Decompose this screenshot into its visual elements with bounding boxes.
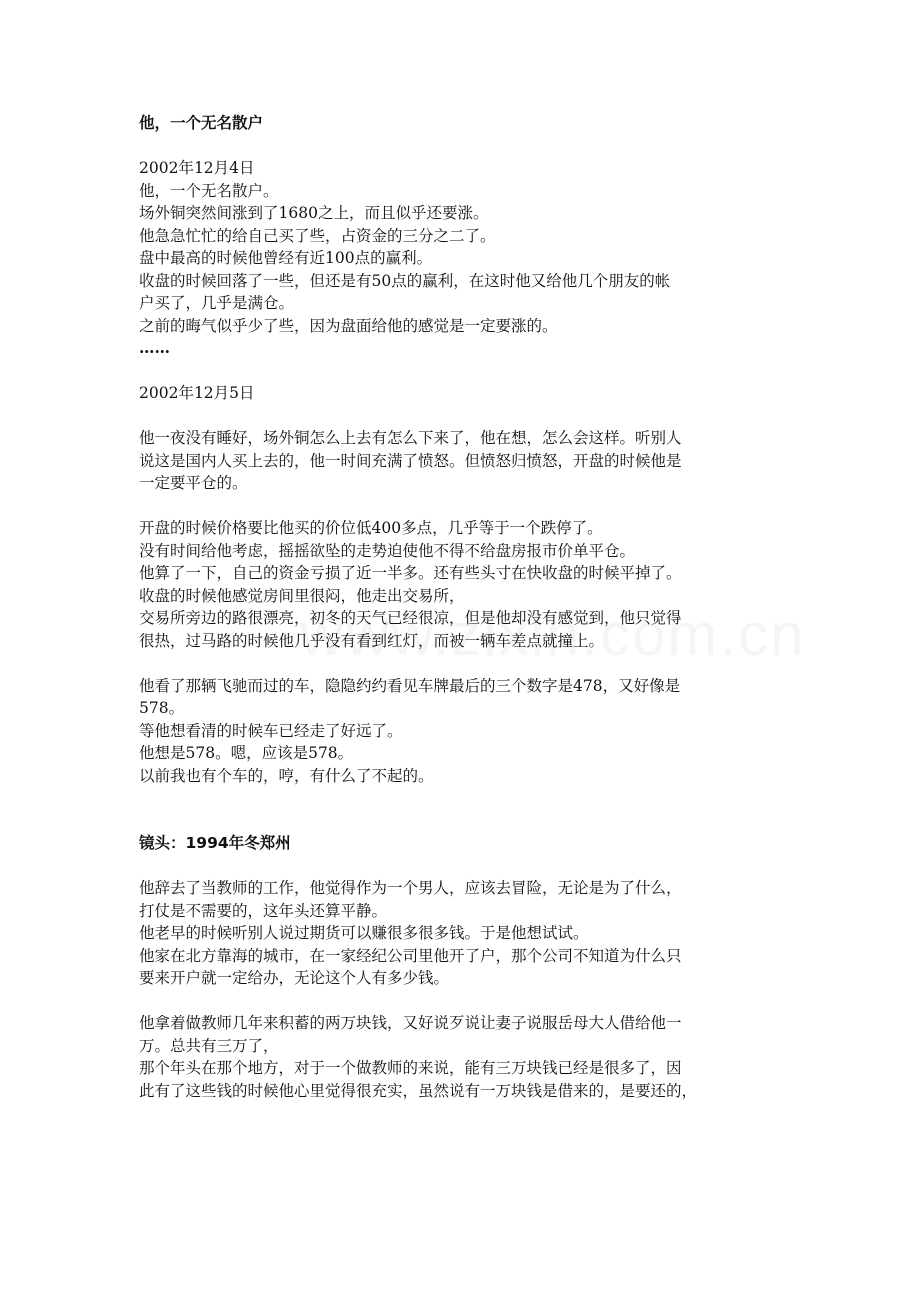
text-line: 此有了这些钱的时候他心里觉得很充实，虽然说有一万块钱是借来的，是要还的，: [139, 1081, 698, 1100]
text-line: 开盘的时候价格要比他买的价位低400多点，几乎等于一个跌停了。: [139, 519, 603, 537]
text-line: 盘中最高的时候他曾经有近100点的赢利。: [139, 249, 433, 267]
text-line: 他想是578。嗯，应该是578。: [139, 744, 354, 762]
text-line: 说这是国内人买上去的，他一时间充满了愤怒。但愤怒归愤怒，开盘的时候他是: [139, 451, 682, 470]
section2-paragraph-2: [139, 1012, 799, 1102]
text-line: 他算了一下，自己的资金亏损了近一半多。还有些头寸在快收盘的时候平掉了。: [139, 564, 682, 582]
text-line: 他急急忙忙的给自己买了些，占资金的三分之二了。: [139, 226, 496, 245]
entry1-body: [139, 180, 799, 360]
text-line: 收盘的时候他感觉房间里很闷，他走出交易所，: [139, 586, 465, 605]
section-title-1: 他，一个无名散户: [139, 114, 264, 132]
text-line: 很热，过马路的时候他几乎没有看到红灯，而被一辆车差点就撞上。: [139, 631, 605, 650]
text-line: 打仗是不需要的，这年头还算平静。: [139, 901, 388, 920]
text-line: 他拿着做教师几年来积蓄的两万块钱，又好说歹说让妻子说服岳母大人借给他一: [139, 1014, 682, 1032]
section-title-2: 镜头：1994年冬郑州: [139, 834, 291, 852]
text-line: 要来开户就一定给办，无论这个人有多少钱。: [139, 969, 450, 987]
text-line: 以前我也有个车的，哼，有什么了不起的。: [139, 766, 434, 785]
entry-date-1: 2002年12月4日: [139, 159, 255, 177]
text-line: 他家在北方靠海的城市，在一家经纪公司里他开了户，那个公司不知道为什么只: [139, 946, 682, 965]
text-line: 他老早的时候听别人说过期货可以赚很多很多钱。于是他想试试。: [139, 924, 589, 942]
document-page: [139, 112, 799, 1102]
entry2-paragraph-2: [139, 517, 799, 652]
text-line: 等他想看清的时候车已经走了好远了。: [139, 721, 403, 740]
entry2-paragraph-1: [139, 427, 799, 495]
text-line: 收盘的时候回落了一些，但还是有50点的赢利，在这时他又给他几个朋友的帐: [139, 271, 671, 290]
text-line: 户买了，几乎是满仓。: [139, 294, 295, 312]
text-line: 他看了那辆飞驰而过的车，隐隐约约看见车牌最后的三个数字是478，又好像是: [139, 676, 681, 695]
entry-date-2: 2002年12月5日: [139, 384, 255, 402]
text-line: 一定要平仓的。: [139, 474, 248, 492]
text-line: 他，一个无名散户。: [139, 181, 279, 200]
text-line: 万。总共有三万了，: [139, 1036, 279, 1055]
ellipsis: ……: [139, 338, 170, 357]
text-line: 那个年头在那个地方，对于一个做教师的来说，能有三万块钱已经是很多了，因: [139, 1059, 682, 1077]
text-line: 之前的晦气似乎少了些，因为盘面给他的感觉是一定要涨的。: [139, 316, 558, 335]
text-line: 578。: [139, 699, 185, 717]
text-line: 他辞去了当教师的工作，他觉得作为一个男人，应该去冒险，无论是为了什么，: [139, 879, 682, 897]
text-line: 他一夜没有睡好，场外铜怎么上去有怎么下来了，他在想，怎么会这样。听别人: [139, 429, 682, 447]
text-line: 没有时间给他考虑，摇摇欲坠的走势迫使他不得不给盘房报市价单平仓。: [139, 541, 636, 560]
text-line: 交易所旁边的路很漂亮，初冬的天气已经很凉，但是他却没有感觉到，他只觉得: [139, 609, 682, 627]
entry2-paragraph-3: [139, 675, 799, 788]
text-line: 场外铜突然间涨到了1680之上，而且似乎还要涨。: [139, 204, 489, 222]
section2-paragraph-1: [139, 877, 799, 990]
